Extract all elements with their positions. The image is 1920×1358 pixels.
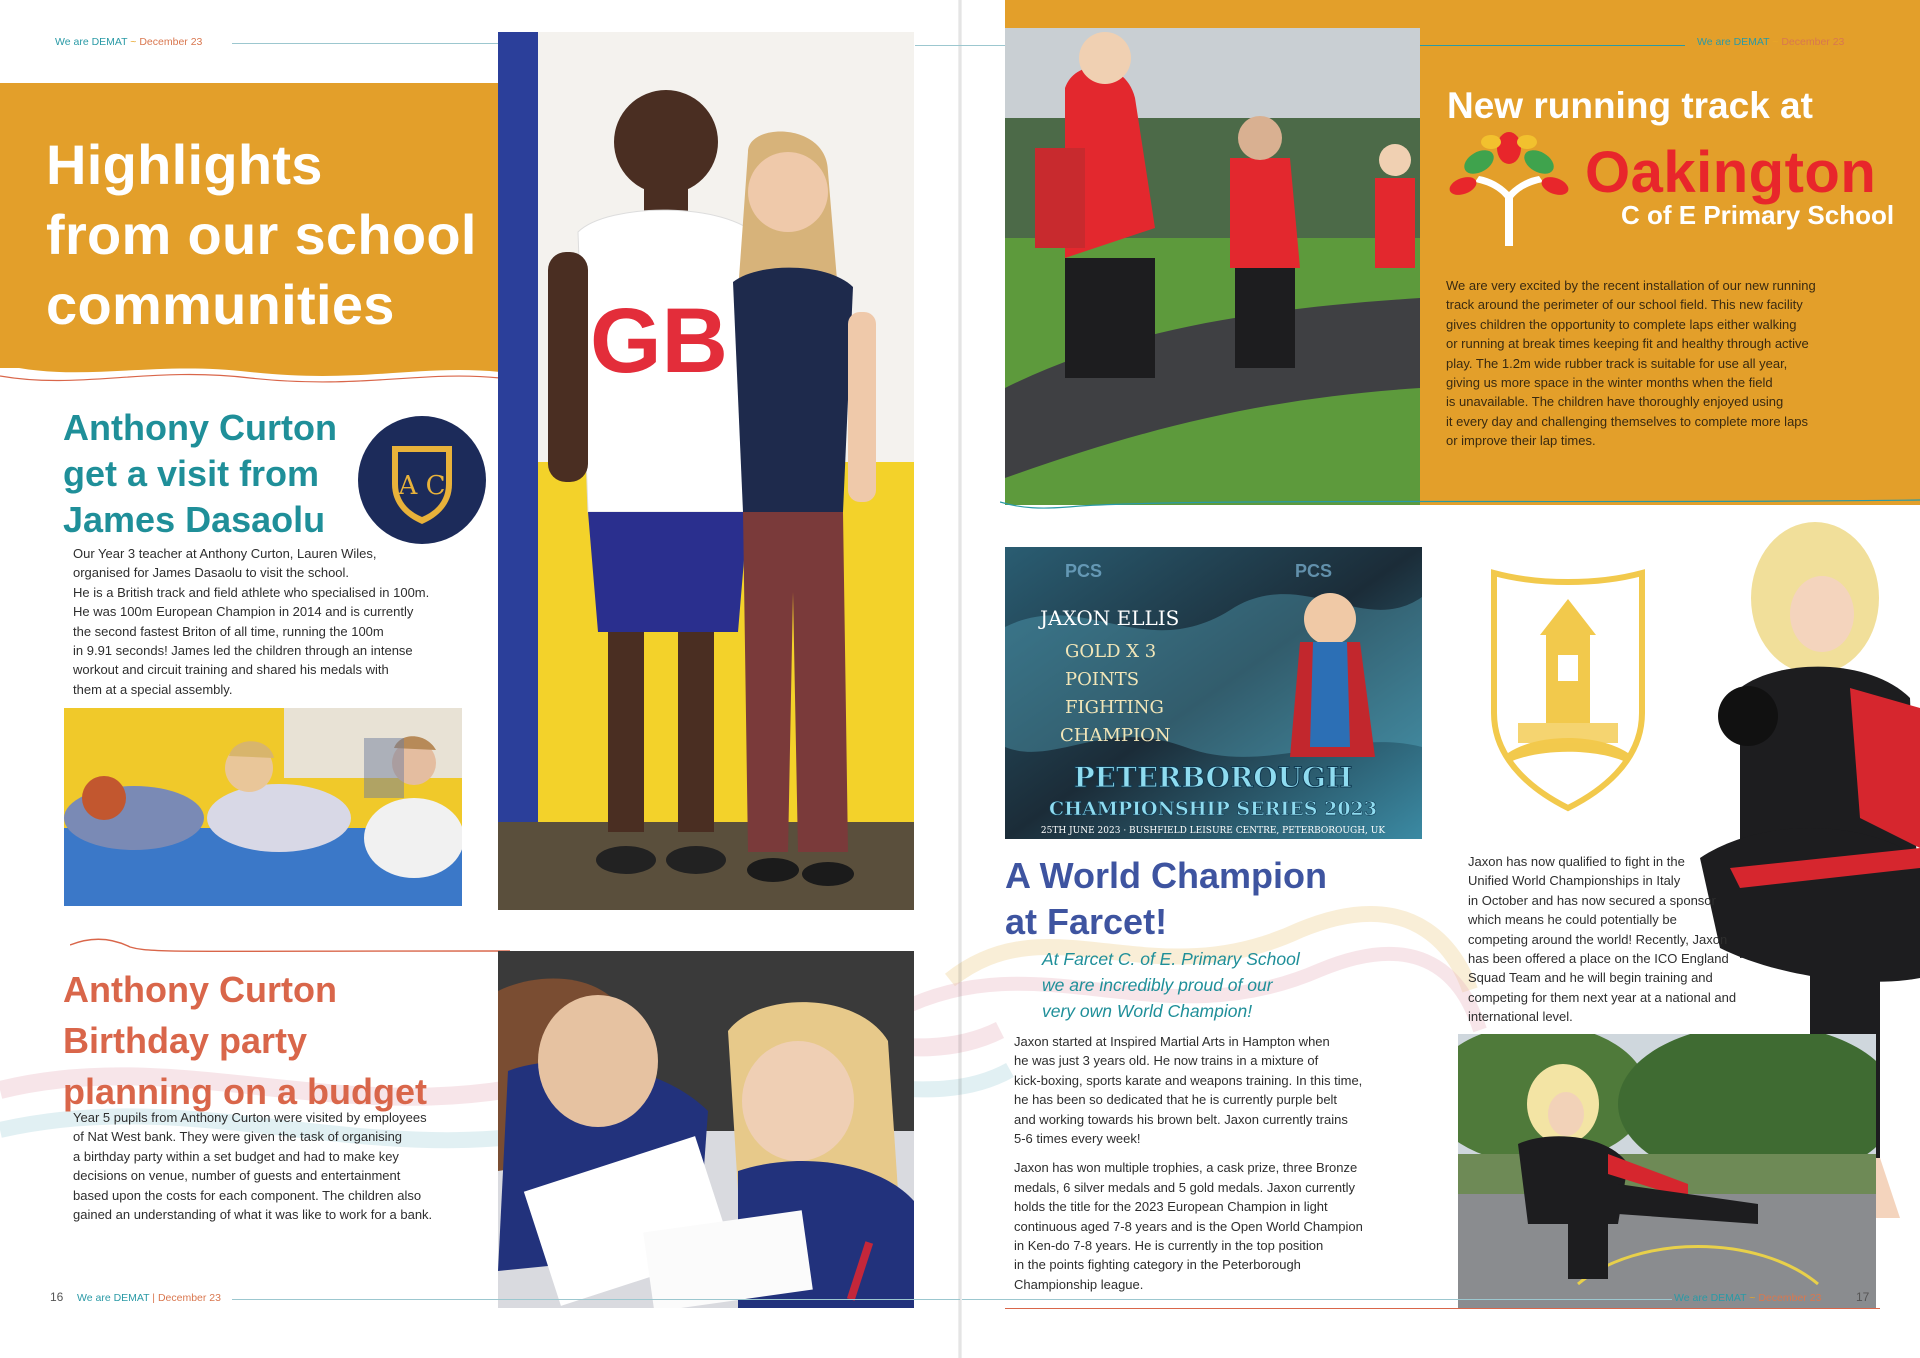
school-subtitle: C of E Primary School	[1621, 200, 1895, 230]
body-line: Jaxon started at Inspired Martial Arts in Hampton when	[1014, 1034, 1330, 1049]
page-number-right: 17	[1856, 1290, 1870, 1304]
page-number-left: 16	[50, 1290, 64, 1304]
brand-label: We are DEMAT	[1697, 36, 1770, 48]
body-line: play. The 1.2m wide rubber track is suitable for use all year,	[1446, 355, 1788, 371]
body-line: he has been so dedicated that he is currently purple belt	[1014, 1092, 1338, 1108]
title-line-1: Highlights	[46, 133, 323, 196]
body-line: which means he could potentially be	[1468, 912, 1677, 928]
issue-label: December 23	[139, 36, 203, 48]
track-heading: New running track at	[1447, 85, 1813, 126]
body-line: based upon the costs for each component. The children also	[73, 1187, 422, 1203]
heading-line: Anthony Curton	[63, 969, 337, 1010]
header-rule-left	[232, 43, 502, 44]
body-line: track around the perimeter of our school field. This new facility	[1446, 297, 1803, 313]
body-line: gives children the opportunity to complete laps either walking	[1446, 316, 1797, 332]
heading-line: get a visit from	[63, 453, 320, 494]
body-line: He was 100m European Champion in 2014 and is currently	[73, 604, 414, 620]
issue-label: December 23	[157, 1292, 221, 1304]
issue-label: December 23	[1758, 1292, 1822, 1304]
body-line: competing around the world! Recently, Jaxon	[1468, 931, 1728, 947]
athlete-visit-photo	[498, 32, 914, 910]
heading-line: at Farcet!	[1005, 901, 1168, 942]
poster-line: POINTS	[1065, 669, 1140, 690]
heading-line: Anthony Curton	[63, 407, 337, 448]
body-line: workout and circuit training and shared his medals with	[73, 662, 389, 678]
header-rule-mid	[915, 45, 1005, 46]
world-champion-para-1	[1014, 1032, 1434, 1148]
page-title	[46, 130, 486, 340]
body-line: We are very excited by the recent installation of our new running	[1446, 278, 1816, 293]
body-line: and working towards his brown belt. Jaxon currently trains	[1014, 1111, 1348, 1127]
gb-shirt-text: GB	[590, 290, 728, 392]
heading-line: James Dasaolu	[63, 499, 326, 540]
playground-kick-photo	[1458, 1034, 1876, 1308]
poster-line: FIGHTING	[1065, 697, 1164, 718]
body-line: Unified World Championships in Italy	[1468, 873, 1681, 889]
body-line: or running at break times keeping fit and healthy through active	[1446, 336, 1809, 352]
running-head-right	[1697, 36, 1844, 48]
body-line: of Nat West bank. They were given the task of organising	[73, 1129, 403, 1145]
intro-line: At Farcet C. of E. Primary School	[1042, 949, 1300, 969]
top-orange-strip	[1005, 0, 1425, 28]
body-line: in Ken-do 7-8 years. He is currently in the top position	[1014, 1238, 1324, 1254]
pushup-photo	[64, 708, 462, 906]
body-line: holds the title for the 2023 European Champion in light	[1014, 1199, 1328, 1215]
track-body	[1446, 276, 1886, 451]
world-champion-para-2	[1014, 1158, 1434, 1294]
school-name-oakington: Oakington	[1585, 140, 1877, 205]
pupils-planning-photo	[498, 951, 914, 1308]
body-line: giving us more space in the winter months when the field	[1446, 375, 1773, 391]
pipe-separator: |	[152, 1292, 156, 1304]
world-champion-intro	[1042, 946, 1422, 1024]
banner-wave	[0, 350, 500, 390]
poster-logo-left: PCS	[1065, 561, 1103, 581]
brand-label: We are DEMAT	[77, 1292, 150, 1304]
birthday-body	[73, 1108, 493, 1224]
poster-series-line-2: CHAMPIONSHIP SERIES 2023	[1049, 798, 1377, 820]
body-line: medals, 6 silver medals and 5 gold medals. Jaxon currently	[1014, 1179, 1356, 1195]
body-line: international level.	[1468, 1009, 1573, 1025]
issue-label: December 23	[1781, 36, 1845, 48]
intro-line: we are incredibly proud of our	[1042, 975, 1273, 995]
body-line: He is a British track and field athlete who specialised in 100m.	[73, 584, 430, 600]
oakington-tree-logo-icon	[1447, 128, 1571, 246]
running-foot-left	[77, 1292, 221, 1304]
heading-line: Birthday party	[63, 1020, 308, 1061]
world-champion-heading	[1005, 853, 1425, 945]
brand-label: We are DEMAT	[55, 36, 128, 48]
body-line: kick-boxing, sports karate and weapons training. In this time,	[1014, 1072, 1363, 1088]
body-line: Championship league.	[1014, 1276, 1144, 1292]
poster-line: CHAMPION	[1060, 725, 1171, 746]
poster-line: GOLD X 3	[1065, 641, 1157, 662]
body-line: in October and has now secured a sponsor	[1468, 892, 1716, 908]
poster-series-line-1: PETERBOROUGH	[1073, 761, 1353, 794]
bottom-rule-right	[1005, 1308, 1880, 1309]
body-line: Year 5 pupils from Anthony Curton were visited by employees	[73, 1110, 427, 1125]
body-line: in 9.91 seconds! James led the children through an intense	[73, 643, 413, 659]
body-line: gained an understanding of what it was like to work for a bank.	[73, 1207, 433, 1223]
body-line: them at a special assembly.	[73, 681, 233, 697]
crest-letters: A C	[398, 471, 446, 501]
brand-mark: ~	[130, 36, 137, 48]
body-line: continuous aged 7-8 years and is the Open World Champion	[1014, 1218, 1363, 1234]
intro-line: very own World Champion!	[1042, 1001, 1253, 1021]
body-line: 5-6 times every week!	[1014, 1131, 1141, 1147]
poster-date-line: 25TH JUNE 2023 · BUSHFIELD LEISURE CENTRE, PETERBOROUGH, UK	[1040, 826, 1386, 836]
footer-rule-right	[962, 1299, 1672, 1300]
brand-mark: ~	[1772, 36, 1779, 48]
championship-poster	[1005, 547, 1422, 839]
curton-visit-heading	[63, 405, 383, 543]
book-spine	[958, 0, 962, 1358]
body-line: he was just 3 years old. He now trains in a mixture of	[1014, 1053, 1319, 1069]
body-line: Jaxon has now qualified to fight in the	[1468, 854, 1685, 869]
body-line: has been offered a place on the ICO England	[1468, 951, 1729, 967]
body-line: a birthday party within a set budget and had to make key	[73, 1148, 399, 1164]
running-track-photo	[1005, 28, 1420, 505]
body-line: the second fastest Briton of all time, running the 100m	[73, 623, 384, 639]
title-line-3: communities	[46, 273, 395, 336]
body-line: Our Year 3 teacher at Anthony Curton, Lauren Wiles,	[73, 546, 377, 561]
body-line: in the points fighting category in the Peterborough	[1014, 1257, 1301, 1273]
curton-visit-body	[73, 544, 483, 699]
body-line: organised for James Dasaolu to visit the school.	[73, 565, 350, 581]
world-champion-body	[1014, 1032, 1434, 1304]
body-line: it every day and challenging themselves to complete more laps	[1446, 413, 1809, 429]
body-line: is unavailable. The children have thoroughly enjoyed using	[1446, 394, 1784, 410]
header-rule-right	[1420, 45, 1685, 46]
section-divider-wave	[70, 935, 510, 955]
poster-name: JAXON ELLIS	[1040, 606, 1180, 630]
footer-rule-left	[232, 1299, 960, 1300]
body-line: decisions on venue, number of guests and entertainment	[73, 1168, 401, 1184]
title-line-2: from our school	[46, 203, 477, 266]
heading-line: planning on a budget	[63, 1071, 427, 1112]
anthony-curton-crest-icon	[356, 414, 488, 546]
running-foot-right	[1674, 1292, 1821, 1304]
brand-mark: ~	[1749, 1292, 1756, 1304]
body-line: Squad Team and he will begin training and	[1468, 970, 1713, 986]
brand-label: We are DEMAT	[1674, 1292, 1747, 1304]
body-line: or improve their lap times.	[1446, 433, 1596, 449]
running-head-left	[55, 36, 202, 48]
poster-logo-right: PCS	[1295, 561, 1333, 581]
world-champion-side-text	[1468, 852, 1788, 1027]
body-line: competing for them next year at a national and	[1468, 989, 1737, 1005]
birthday-heading	[63, 964, 483, 1117]
section-divider-wave	[1000, 492, 1920, 516]
farcet-school-shield-icon	[1488, 563, 1648, 813]
body-line: Jaxon has won multiple trophies, a cask prize, three Bronze	[1014, 1160, 1358, 1176]
heading-line: A World Champion	[1005, 855, 1327, 896]
